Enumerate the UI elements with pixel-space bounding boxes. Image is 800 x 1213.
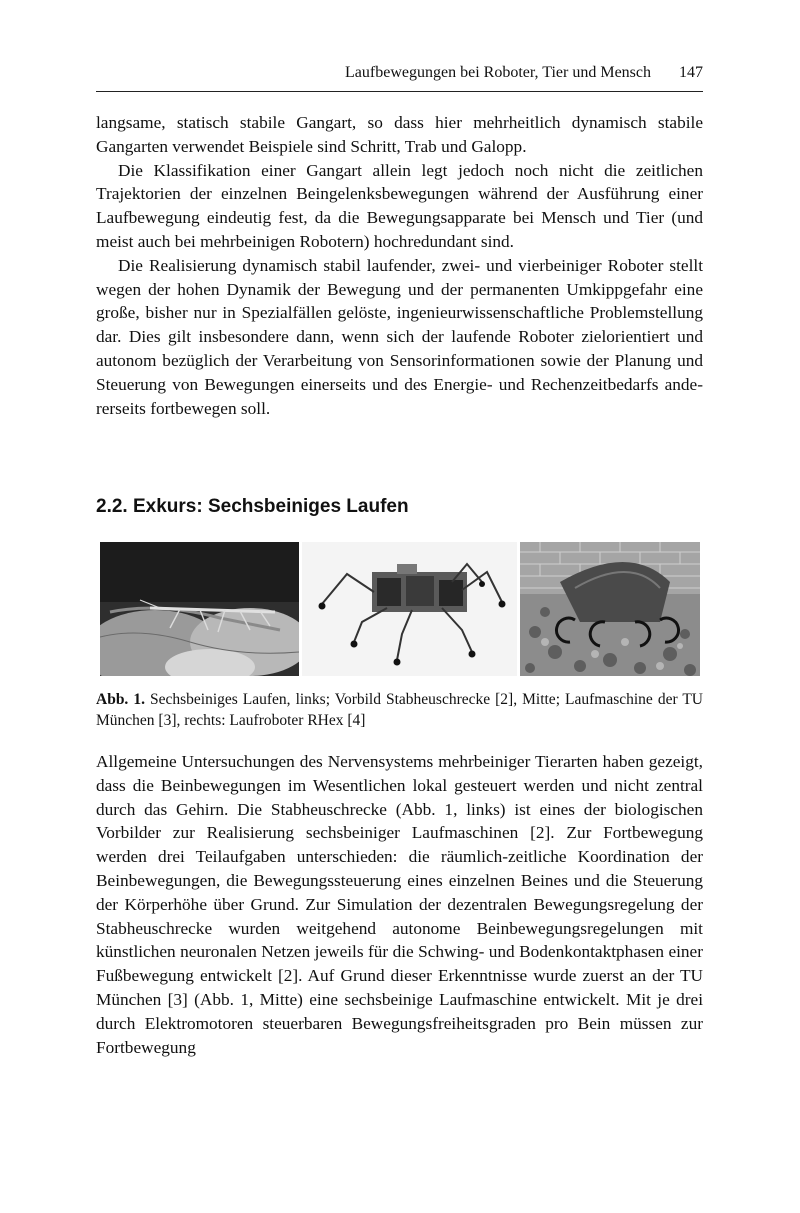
figure-sechsbeiniges-laufen [100, 542, 700, 676]
section-heading: 2.2. Exkurs: Sechsbeiniges Laufen [96, 496, 409, 517]
figure-caption-text: Sechsbeiniges Laufen, links; Vorbild Stabheuschrecke [2], Mitte; Laufmaschine der TU München [3], rechts: Laufroboter RHex [4] [96, 691, 704, 729]
figure-caption [96, 689, 703, 731]
paragraph: Allgemeine Untersuchungen des Nervensystems mehrbeiniger Tierarten haben gezeigt, dass die Beinbewegungen im Wesentlichen lokal gesteuert werden und nicht zentral durch das Gehirn. Die Stabheuschrecke (Abb. 1, links) ist eines der biologischen Vorbilder zur Realisierung sechsbeiniger Laufmaschinen [2]. Zur Fortbewegung werden drei Teilaufgaben unterschieden: die räumlich-zeitliche Koordination der Beinbewegungen, die Bewegungssteuerung eines einzelnen Beines und die Steuerung der Körperhöhe über Grund. Zur Simulation der dezentralen Bewegungsregelung der Stabheuschrecke wurden weitgehend autonome Beinbewegungsregelungen mit künstlichen neuronalen Netzen jeweils für die Schwing- und Bodenkontaktphasen einer Fußbewegung entwickelt [2]. Auf Grund dieser Erkenntnisse wurde zuerst an der TU München [3] (Abb. 1, Mitte) eine sechsbeinige Laufmaschine entwickelt. Mit je drei durch Elektromotoren steuerbaren Bewegungsfreiheitsgraden pro Bein müssen zur Fortbewegung [96, 752, 703, 1057]
figure-caption-label: Abb. 1. [96, 691, 145, 708]
walking-machine-photo [302, 542, 517, 676]
page-number: 147 [679, 64, 703, 81]
body-text-top [96, 111, 703, 420]
body-text-bottom [96, 750, 703, 1059]
rhex-robot-photo [520, 542, 700, 676]
stick-insect-photo [100, 542, 299, 676]
figure-panel-walking-machine [302, 542, 517, 676]
figure-panel-stick-insect [100, 542, 299, 676]
paragraph: Die Klassifikation einer Gangart allein legt jedoch noch nicht die zeitlichen Trajektorien der einzelnen Beingelenksbewegungen während der Ausführung einer Laufbewegung eindeutig fest, da die Bewegungsapparate bei Mensch und Tier (und meist auch bei mehrbeinigen Robotern) hochredundant sind. [96, 160, 703, 251]
figure-panel-rhex [520, 542, 700, 676]
running-head [96, 64, 703, 82]
paragraph: Die Realisierung dynamisch stabil laufender, zwei- und vierbeiniger Roboter stellt wegen der hohen Dynamik der Bewegung und der permanenten Umkippgefahr eine große, bisher nur in Spezialfällen gelöste, ingenieurwissenschaftliche Problemstellung dar. Dies gilt insbesondere dann, wenn sich der laufende Roboter zielorientiert und autonom bezüglich der Verarbeitung von Sensorinformationen sowie der Planung und Steuerung von Bewegungen einerseits und des Energie- und Rechenzeitbedarfs andererseits fortbewegen soll. [96, 255, 703, 418]
paragraph: langsame, statisch stabile Gangart, so dass hier mehrheitlich dynamisch stabile Gangarten verwendet Beispiele sind Schritt, Trab und Galopp. [96, 113, 703, 156]
running-title: Laufbewegungen bei Roboter, Tier und Mensch [345, 64, 651, 81]
header-rule [96, 91, 703, 92]
